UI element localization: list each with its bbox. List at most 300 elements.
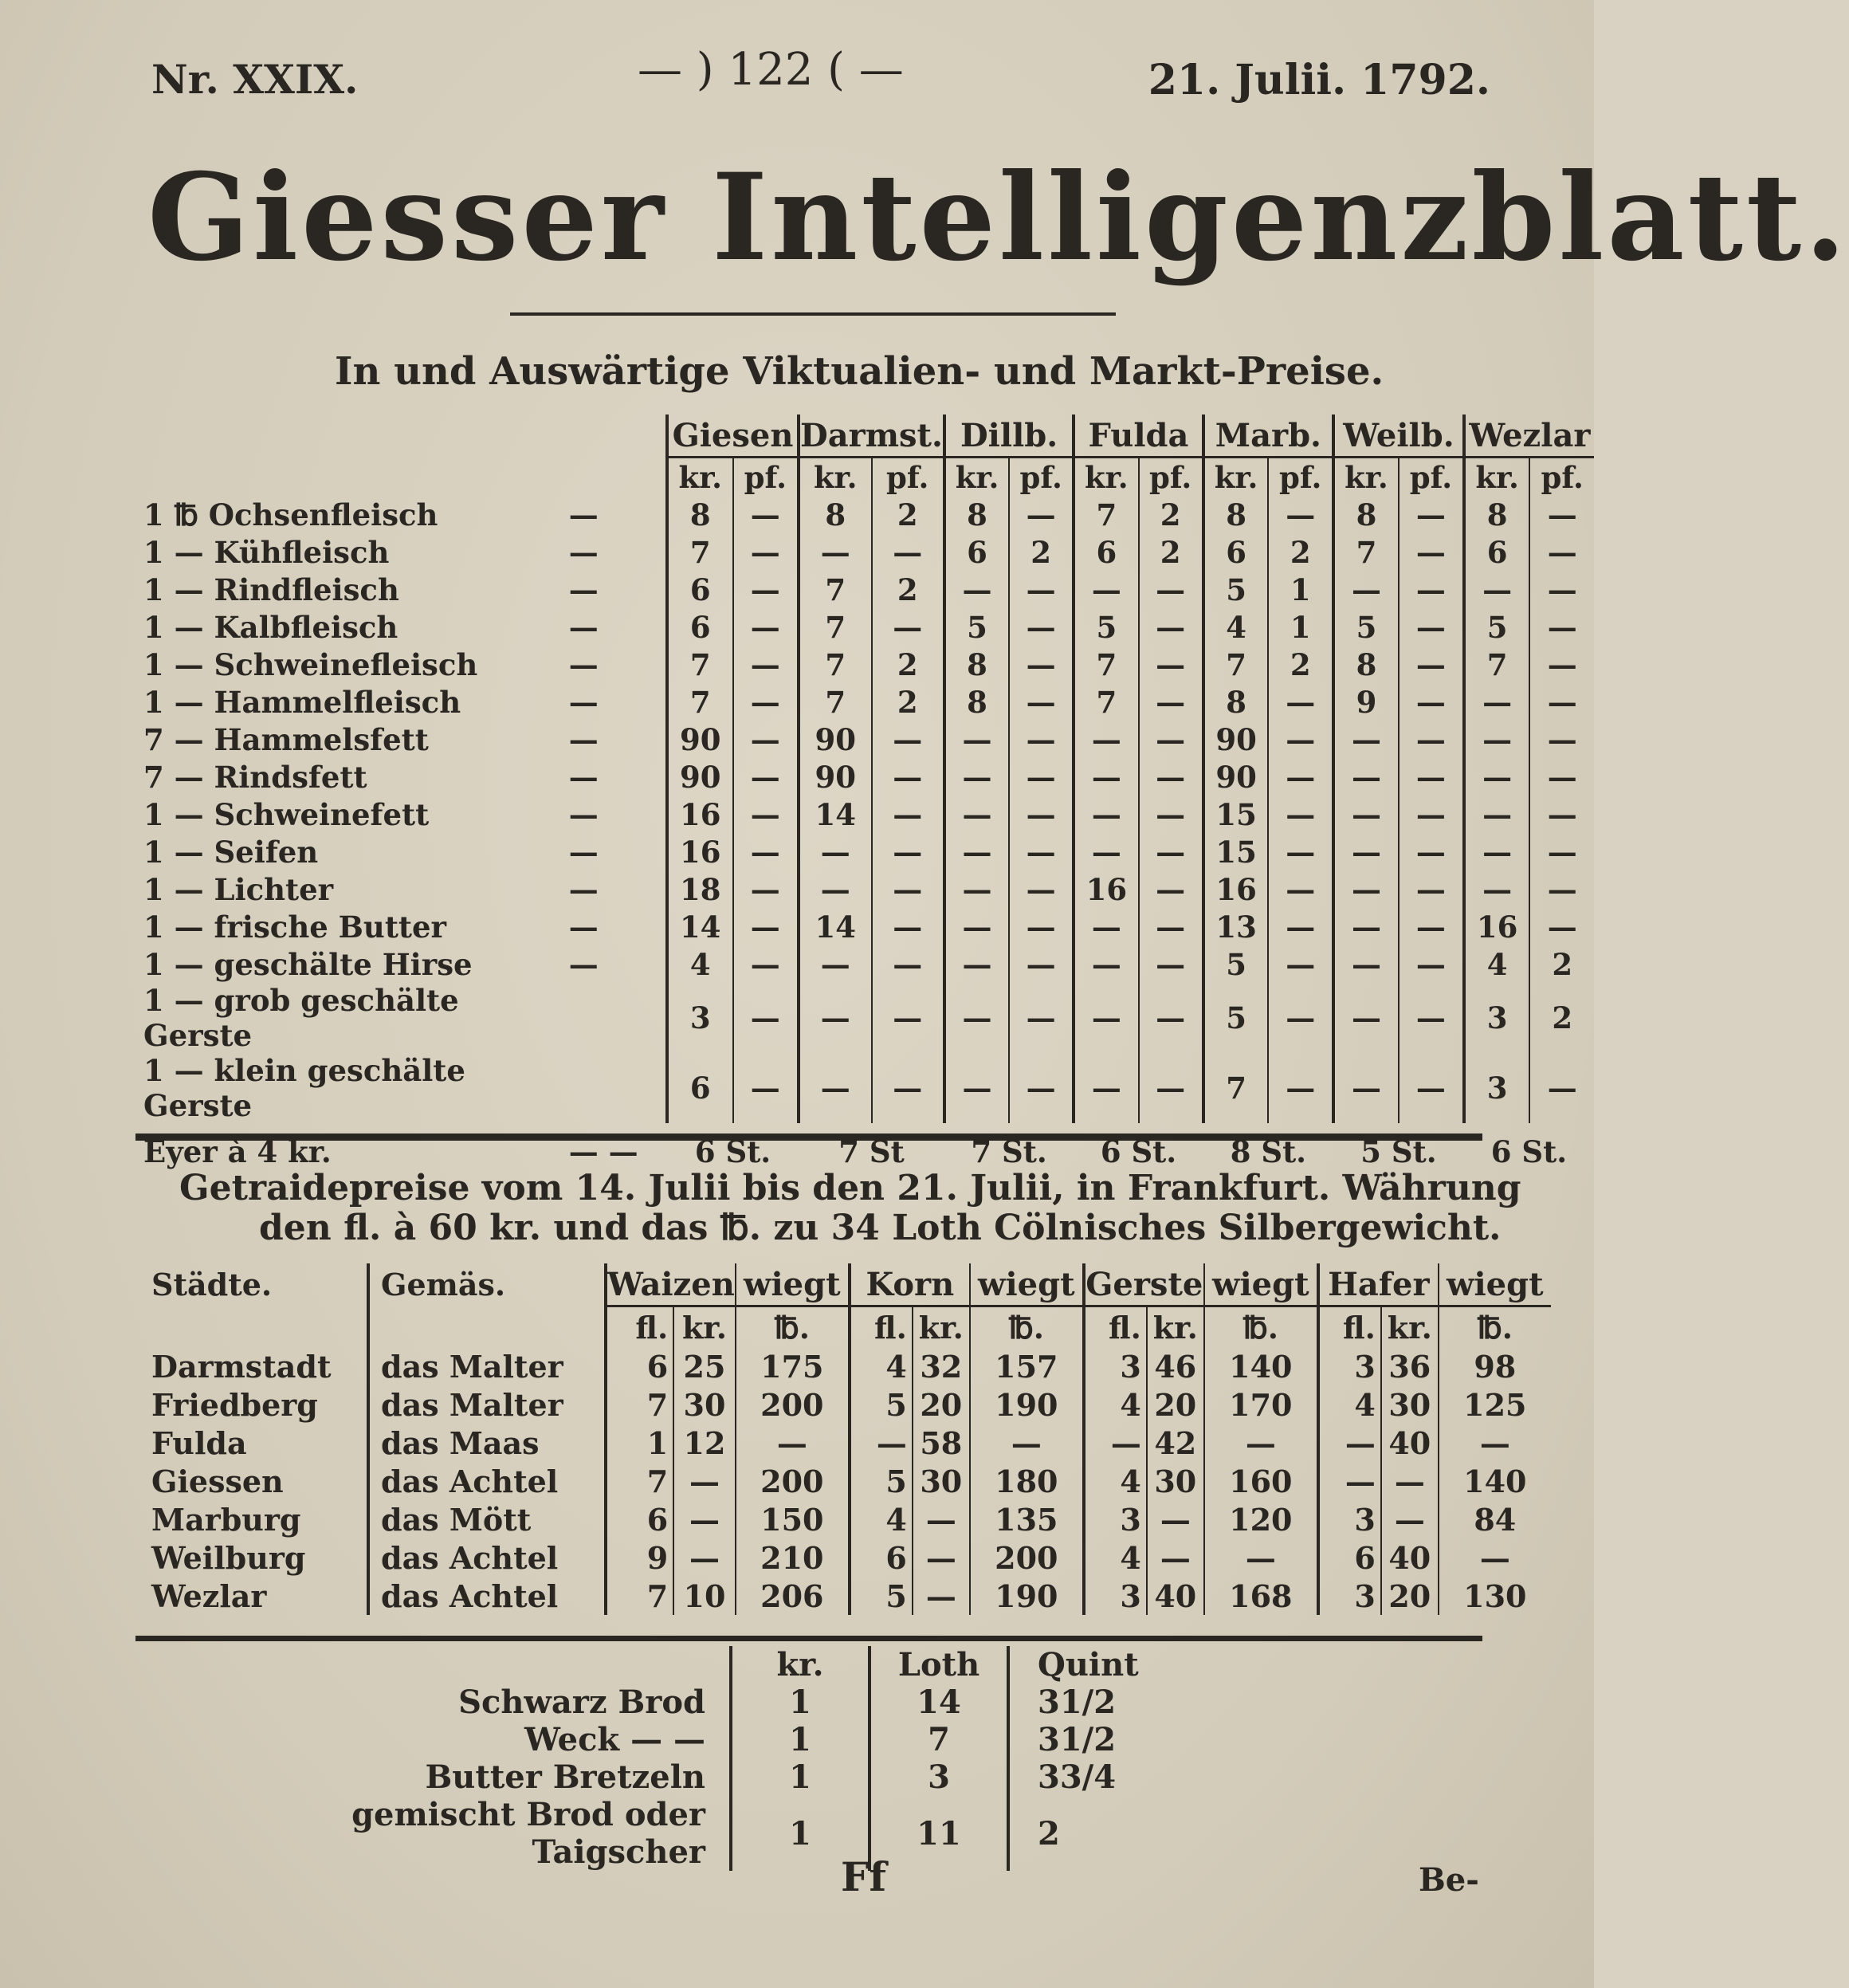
- price-cell: —: [1009, 721, 1074, 758]
- measure-name: das Maas: [368, 1424, 606, 1462]
- price-cell: —: [1529, 721, 1594, 758]
- grain-cell: 4: [1084, 1462, 1147, 1500]
- issue-date: 21. Julii. 1792.: [1148, 56, 1490, 104]
- price-cell: —: [1529, 683, 1594, 721]
- table-row: [151, 1462, 1551, 1500]
- grain-cell: 20: [1381, 1577, 1439, 1615]
- price-cell: 7: [1333, 533, 1399, 571]
- price-cell: 4: [1203, 608, 1269, 646]
- bread-cell: 31/2: [1008, 1721, 1213, 1758]
- table-row: [227, 1796, 1213, 1871]
- price-cell: 16: [667, 833, 733, 870]
- price-cell: —: [1399, 608, 1464, 646]
- table-row: [135, 870, 1594, 908]
- item-dash: —: [568, 759, 599, 795]
- blank-cell: [569, 414, 667, 458]
- item-label: 1 — Kalbfleisch: [143, 609, 398, 645]
- price-cell: 2: [1139, 533, 1203, 571]
- grain-cell: —: [1084, 1424, 1147, 1462]
- item-label: 7 — Hammelsfett: [143, 721, 429, 757]
- grain-cell: 157: [970, 1347, 1084, 1385]
- grain-cell: 120: [1204, 1500, 1318, 1538]
- price-cell: —: [1333, 983, 1399, 1053]
- price-cell: —: [733, 496, 799, 533]
- price-cell: 2: [872, 683, 944, 721]
- price-cell: —: [1399, 870, 1464, 908]
- item-label: 7 — Rindsfett: [143, 759, 367, 795]
- price-cell: —: [1399, 496, 1464, 533]
- price-cell: 90: [1203, 758, 1269, 796]
- price-cell: —: [872, 945, 944, 983]
- bread-cell: 7: [870, 1721, 1008, 1758]
- eggs-count: 6 St.: [1100, 1134, 1177, 1169]
- unit-lb: ℔.: [736, 1306, 850, 1348]
- table-row: [135, 646, 1594, 683]
- unit-kr: kr.: [799, 458, 871, 497]
- price-cell: —: [1529, 758, 1594, 796]
- price-cell: —: [1074, 833, 1138, 870]
- price-cell: —: [1009, 1053, 1074, 1123]
- eggs-label: Eyer à 4 kr.: [143, 1134, 332, 1169]
- item-dash: —: [568, 534, 599, 570]
- measure-name: das Mött: [368, 1500, 606, 1538]
- price-cell: —: [733, 796, 799, 833]
- price-cell: —: [1268, 1053, 1333, 1123]
- grain-group-header: Waizen: [606, 1263, 736, 1306]
- price-cell: —: [1268, 945, 1333, 983]
- grain-cell: —: [673, 1500, 736, 1538]
- grain-cell: 4: [1084, 1385, 1147, 1424]
- price-cell: 6: [1464, 533, 1530, 571]
- city-name: Fulda: [151, 1424, 247, 1461]
- unit-kr: kr.: [944, 458, 1009, 497]
- bread-cell: 3: [870, 1758, 1008, 1796]
- price-cell: 6: [944, 533, 1009, 571]
- unit-kr: kr.: [913, 1306, 970, 1348]
- unit-pf: pf.: [1399, 458, 1464, 497]
- price-cell: —: [1009, 608, 1074, 646]
- price-cell: 8: [1464, 496, 1530, 533]
- city-name: Marburg: [151, 1501, 301, 1538]
- grain-cell: 3: [1318, 1500, 1381, 1538]
- price-cell: 90: [799, 758, 871, 796]
- grain-group-header: Gerste: [1084, 1263, 1204, 1306]
- price-cell: 1: [1268, 571, 1333, 608]
- eggs-dash: — —: [568, 1134, 638, 1169]
- price-cell: —: [733, 646, 799, 683]
- item-dash: —: [568, 497, 599, 532]
- price-cell: —: [1139, 983, 1203, 1053]
- price-cell: 8: [944, 646, 1009, 683]
- grain-cell: 3: [1318, 1347, 1381, 1385]
- price-cell: —: [1074, 945, 1138, 983]
- price-cell: —: [1399, 908, 1464, 945]
- price-cell: 16: [1464, 908, 1530, 945]
- eggs-count: 7 St.: [971, 1134, 1047, 1169]
- bread-header-row: [227, 1646, 1213, 1684]
- price-cell: —: [1399, 533, 1464, 571]
- price-cell: —: [872, 533, 944, 571]
- price-cell: —: [799, 1053, 871, 1123]
- price-cell: —: [1074, 1053, 1138, 1123]
- table-row: [151, 1424, 1551, 1462]
- table-row: [151, 1347, 1551, 1385]
- grain-cell: 200: [736, 1385, 850, 1424]
- item-dash: —: [568, 871, 599, 907]
- blank-cell: [151, 1306, 368, 1348]
- grain-cell: —: [673, 1538, 736, 1577]
- table-row: [227, 1684, 1213, 1721]
- price-cell: —: [733, 1053, 799, 1123]
- grain-cell: 4: [850, 1500, 913, 1538]
- price-cell: —: [1139, 833, 1203, 870]
- price-cell: 2: [1529, 945, 1594, 983]
- table-row: [135, 758, 1594, 796]
- unit-kr: kr.: [667, 458, 733, 497]
- grain-cell: 200: [736, 1462, 850, 1500]
- table-row: [135, 833, 1594, 870]
- price-cell: —: [1268, 983, 1333, 1053]
- table-row: [135, 796, 1594, 833]
- price-cell: 14: [799, 908, 871, 945]
- grain-cell: 4: [850, 1347, 913, 1385]
- price-cell: 2: [872, 571, 944, 608]
- price-cell: —: [1529, 833, 1594, 870]
- victuals-table: [135, 414, 1594, 1176]
- grain-header-row: [151, 1263, 1551, 1306]
- price-cell: —: [1529, 1053, 1594, 1123]
- price-cell: —: [872, 870, 944, 908]
- price-cell: 8: [799, 496, 871, 533]
- price-cell: —: [944, 983, 1009, 1053]
- eggs-count: 5 St.: [1360, 1134, 1437, 1169]
- bread-cell: 1: [731, 1684, 870, 1721]
- price-cell: —: [799, 870, 871, 908]
- grain-cell: 180: [970, 1462, 1084, 1500]
- city-name: Darmstadt: [151, 1348, 332, 1385]
- price-cell: 8: [944, 683, 1009, 721]
- grain-cell: 190: [970, 1385, 1084, 1424]
- price-cell: —: [1268, 908, 1333, 945]
- unit-lb: ℔.: [1204, 1306, 1318, 1348]
- city-name: Friedberg: [151, 1386, 318, 1423]
- table-row: [135, 1053, 1594, 1123]
- price-cell: —: [1529, 608, 1594, 646]
- price-cell: 16: [1203, 870, 1269, 908]
- grain-group-header: Korn: [850, 1263, 970, 1306]
- table-row: [135, 496, 1594, 533]
- price-cell: —: [1139, 1053, 1203, 1123]
- price-cell: 7: [1074, 496, 1138, 533]
- price-cell: —: [1139, 571, 1203, 608]
- price-cell: —: [872, 796, 944, 833]
- grain-cell: —: [1204, 1538, 1318, 1577]
- bread-cell: 1: [731, 1721, 870, 1758]
- bread-table: [227, 1646, 1213, 1871]
- price-cell: 5: [1333, 608, 1399, 646]
- unit-header-row: [135, 458, 1594, 497]
- price-cell: —: [1009, 496, 1074, 533]
- table-row: [151, 1500, 1551, 1538]
- table-row: [135, 945, 1594, 983]
- price-cell: 7: [667, 533, 733, 571]
- grain-cell: 84: [1439, 1500, 1551, 1538]
- price-cell: —: [1529, 571, 1594, 608]
- price-cell: —: [1139, 608, 1203, 646]
- grain-cell: 160: [1204, 1462, 1318, 1500]
- grain-cell: —: [1318, 1424, 1381, 1462]
- price-cell: 7: [1203, 1053, 1269, 1123]
- item-dash: —: [568, 646, 599, 682]
- grain-cell: 9: [606, 1538, 673, 1577]
- masthead-title: Giesser Intelligenzblatt.: [147, 147, 1849, 288]
- price-cell: —: [1333, 758, 1399, 796]
- price-cell: —: [1529, 870, 1594, 908]
- grain-cell: 40: [1381, 1538, 1439, 1577]
- price-cell: —: [1268, 796, 1333, 833]
- item-label: 1 — Lichter: [143, 871, 334, 907]
- item-label: 1 — grob geschälte Gerste: [143, 983, 459, 1053]
- price-cell: —: [1268, 683, 1333, 721]
- price-cell: —: [1333, 945, 1399, 983]
- price-cell: —: [733, 983, 799, 1053]
- price-cell: 6: [1074, 533, 1138, 571]
- price-cell: 2: [872, 646, 944, 683]
- unit-kr: kr.: [1333, 458, 1399, 497]
- price-cell: 5: [1203, 571, 1269, 608]
- grain-cell: —: [1147, 1538, 1204, 1577]
- item-label: 1 — Hammelfleisch: [143, 684, 461, 720]
- price-cell: 6: [667, 608, 733, 646]
- table-row: [135, 721, 1594, 758]
- price-cell: 7: [799, 571, 871, 608]
- price-cell: 1: [1268, 608, 1333, 646]
- table-row: [227, 1758, 1213, 1796]
- price-cell: —: [1139, 758, 1203, 796]
- price-cell: —: [944, 908, 1009, 945]
- grain-cell: 7: [606, 1577, 673, 1615]
- price-cell: —: [1268, 721, 1333, 758]
- table-row: [151, 1385, 1551, 1424]
- item-label: 1 ℔ Ochsenfleisch: [143, 497, 438, 532]
- price-cell: —: [733, 833, 799, 870]
- grain-cell: 20: [913, 1385, 970, 1424]
- price-cell: 5: [1074, 608, 1138, 646]
- price-cell: 9: [1333, 683, 1399, 721]
- grain-cell: —: [1439, 1538, 1551, 1577]
- price-cell: —: [1009, 945, 1074, 983]
- price-cell: 6: [667, 1053, 733, 1123]
- price-cell: 2: [1009, 533, 1074, 571]
- price-cell: —: [1399, 833, 1464, 870]
- grain-cell: 3: [1318, 1577, 1381, 1615]
- grain-cell: 40: [1147, 1577, 1204, 1615]
- grain-cell: 6: [606, 1347, 673, 1385]
- price-cell: —: [1009, 870, 1074, 908]
- price-cell: 7: [1074, 646, 1138, 683]
- price-cell: —: [1399, 983, 1464, 1053]
- grain-cell: —: [1147, 1500, 1204, 1538]
- blank-cell: [227, 1646, 731, 1684]
- unit-pf: pf.: [733, 458, 799, 497]
- masthead-rule: [510, 312, 1116, 316]
- grain-cell: —: [736, 1424, 850, 1462]
- bread-cell: 31/2: [1008, 1684, 1213, 1721]
- price-cell: —: [1464, 758, 1530, 796]
- city-name: Giessen: [151, 1463, 284, 1499]
- price-cell: 7: [799, 683, 871, 721]
- price-cell: 2: [1268, 646, 1333, 683]
- price-cell: 13: [1203, 908, 1269, 945]
- signature-mark: Ff: [841, 1853, 887, 1900]
- measure-name: das Achtel: [368, 1577, 606, 1615]
- price-cell: 6: [667, 571, 733, 608]
- grain-cell: 30: [1147, 1462, 1204, 1500]
- item-label: 1 — frische Butter: [143, 909, 447, 945]
- price-cell: —: [872, 758, 944, 796]
- grain-cell: 32: [913, 1347, 970, 1385]
- blank-cell: [569, 458, 667, 497]
- price-cell: —: [1074, 983, 1138, 1053]
- price-cell: —: [733, 533, 799, 571]
- price-cell: —: [1009, 571, 1074, 608]
- measure-name: das Malter: [368, 1347, 606, 1385]
- price-cell: —: [1333, 571, 1399, 608]
- table-row: [135, 533, 1594, 571]
- bread-name: Schwarz Brod: [458, 1684, 705, 1721]
- price-cell: 5: [944, 608, 1009, 646]
- price-cell: —: [1464, 833, 1530, 870]
- price-cell: 16: [1074, 870, 1138, 908]
- price-cell: —: [872, 608, 944, 646]
- unit-lb: ℔.: [970, 1306, 1084, 1348]
- bread-cell: 11: [870, 1796, 1008, 1871]
- price-cell: 7: [667, 646, 733, 683]
- price-cell: —: [1399, 758, 1464, 796]
- grain-cell: 1: [606, 1424, 673, 1462]
- price-cell: 7: [1074, 683, 1138, 721]
- price-cell: 14: [667, 908, 733, 945]
- bread-header: Loth: [870, 1646, 1008, 1684]
- grain-group-header: Hafer: [1318, 1263, 1439, 1306]
- price-cell: 4: [1464, 945, 1530, 983]
- price-cell: —: [1333, 1053, 1399, 1123]
- price-cell: 2: [872, 496, 944, 533]
- item-label: 1 — Seifen: [143, 834, 319, 870]
- price-cell: —: [1074, 796, 1138, 833]
- grain-cell: —: [1204, 1424, 1318, 1462]
- price-cell: —: [1074, 908, 1138, 945]
- item-dash: —: [568, 909, 599, 945]
- table-row: [151, 1538, 1551, 1577]
- table-row: [135, 683, 1594, 721]
- price-cell: —: [1399, 945, 1464, 983]
- price-cell: —: [1074, 571, 1138, 608]
- unit-kr: kr.: [1074, 458, 1138, 497]
- price-cell: —: [1399, 571, 1464, 608]
- grain-cell: 98: [1439, 1347, 1551, 1385]
- issue-number: Nr. XXIX.: [151, 56, 359, 103]
- grain-cell: 210: [736, 1538, 850, 1577]
- price-cell: 7: [667, 683, 733, 721]
- grain-cell: 130: [1439, 1577, 1551, 1615]
- price-cell: 7: [1464, 646, 1530, 683]
- grain-cell: 150: [736, 1500, 850, 1538]
- price-cell: 8: [1203, 496, 1269, 533]
- unit-kr: kr.: [1381, 1306, 1439, 1348]
- price-cell: —: [1268, 496, 1333, 533]
- price-cell: —: [1464, 870, 1530, 908]
- price-cell: —: [872, 721, 944, 758]
- price-cell: —: [1074, 758, 1138, 796]
- item-label: 1 — Kühfleisch: [143, 534, 390, 570]
- grain-cell: 40: [1381, 1424, 1439, 1462]
- grain-cell: 206: [736, 1577, 850, 1615]
- bread-cell: 1: [731, 1796, 870, 1871]
- eggs-count: 6 St.: [1490, 1134, 1568, 1169]
- price-cell: —: [944, 1053, 1009, 1123]
- bread-cell: 2: [1008, 1796, 1213, 1871]
- price-cell: —: [872, 1053, 944, 1123]
- price-cell: —: [799, 983, 871, 1053]
- blank-cell: [368, 1306, 606, 1348]
- item-dash: —: [568, 572, 599, 607]
- price-cell: —: [1529, 796, 1594, 833]
- city-header: Giesen: [667, 414, 799, 458]
- price-cell: —: [733, 608, 799, 646]
- grain-group-header: wiegt: [1204, 1263, 1318, 1306]
- unit-fl: fl.: [850, 1306, 913, 1348]
- grain-cell: —: [1439, 1424, 1551, 1462]
- unit-pf: pf.: [872, 458, 944, 497]
- price-cell: 3: [1464, 1053, 1530, 1123]
- price-cell: 90: [799, 721, 871, 758]
- price-cell: —: [1139, 796, 1203, 833]
- price-cell: —: [1268, 833, 1333, 870]
- price-cell: 15: [1203, 796, 1269, 833]
- bread-cell: 1: [731, 1758, 870, 1796]
- price-cell: 3: [667, 983, 733, 1053]
- table-row: [135, 983, 1594, 1053]
- city-header: Darmst.: [799, 414, 944, 458]
- grain-cell: 5: [850, 1577, 913, 1615]
- grain-cell: —: [673, 1462, 736, 1500]
- unit-fl: fl.: [606, 1306, 673, 1348]
- measure-name: das Achtel: [368, 1538, 606, 1577]
- price-cell: —: [944, 833, 1009, 870]
- unit-fl: fl.: [1318, 1306, 1381, 1348]
- item-dash: —: [568, 721, 599, 757]
- price-cell: 2: [1268, 533, 1333, 571]
- price-cell: —: [1009, 908, 1074, 945]
- grain-cell: —: [913, 1538, 970, 1577]
- grain-cell: 6: [850, 1538, 913, 1577]
- bread-name: Butter Bretzeln: [425, 1758, 705, 1796]
- table-row: [135, 908, 1594, 945]
- eggs-count: 7 St: [838, 1134, 905, 1169]
- grain-cell: —: [913, 1577, 970, 1615]
- price-cell: —: [1139, 945, 1203, 983]
- price-cell: —: [1399, 721, 1464, 758]
- blank-cell: [135, 414, 569, 458]
- grain-cell: 12: [673, 1424, 736, 1462]
- bread-cell: 33/4: [1008, 1758, 1213, 1796]
- price-cell: —: [1268, 758, 1333, 796]
- bread-name: gemischt Brod oder Taigscher: [351, 1796, 705, 1871]
- price-cell: —: [1139, 908, 1203, 945]
- city-header: Wezlar: [1464, 414, 1594, 458]
- grain-cell: 5: [850, 1462, 913, 1500]
